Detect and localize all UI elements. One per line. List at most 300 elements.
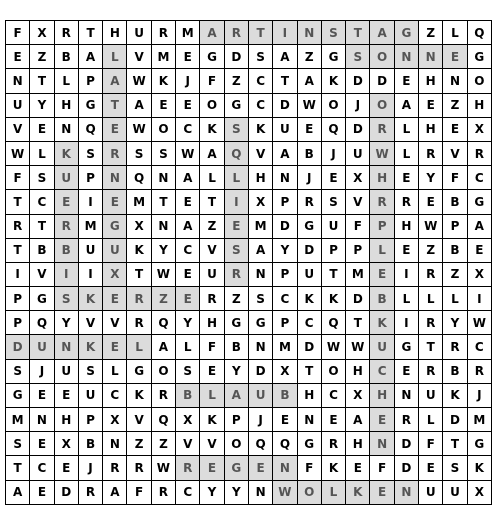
grid-cell[interactable]: O [370,93,394,117]
grid-cell[interactable]: X [346,383,370,407]
grid-cell[interactable]: E [443,45,467,69]
grid-cell[interactable]: T [103,93,127,117]
grid-cell[interactable]: E [370,480,394,504]
grid-cell[interactable]: C [321,383,345,407]
grid-cell[interactable]: R [297,190,321,214]
grid-cell[interactable]: P [6,287,30,311]
grid-cell[interactable]: Q [78,117,102,141]
grid-cell[interactable]: T [6,456,30,480]
grid-cell[interactable]: S [248,45,272,69]
grid-cell[interactable]: Y [176,311,200,335]
grid-cell[interactable]: K [346,480,370,504]
grid-cell[interactable]: E [30,480,54,504]
grid-cell[interactable]: C [30,190,54,214]
grid-cell[interactable]: H [419,117,443,141]
grid-cell[interactable]: O [151,359,175,383]
grid-cell[interactable]: G [78,93,102,117]
grid-cell[interactable]: E [467,238,491,262]
grid-cell[interactable]: R [394,408,418,432]
grid-cell[interactable]: W [127,69,151,93]
grid-cell[interactable]: N [394,383,418,407]
grid-cell[interactable]: E [54,456,78,480]
grid-cell[interactable]: W [370,141,394,165]
grid-cell[interactable]: E [248,456,272,480]
grid-cell[interactable]: L [224,166,248,190]
grid-cell[interactable]: Z [200,214,224,238]
grid-cell[interactable]: K [151,69,175,93]
grid-cell[interactable]: G [103,214,127,238]
grid-cell[interactable]: G [467,45,491,69]
grid-cell[interactable]: U [30,335,54,359]
grid-cell[interactable]: S [151,141,175,165]
grid-cell[interactable]: R [321,432,345,456]
grid-cell[interactable]: R [224,262,248,286]
grid-cell[interactable]: L [321,480,345,504]
grid-cell[interactable]: B [78,432,102,456]
grid-cell[interactable]: L [419,408,443,432]
grid-cell[interactable]: E [346,456,370,480]
grid-cell[interactable]: R [419,141,443,165]
grid-cell[interactable]: K [248,117,272,141]
grid-cell[interactable]: R [127,311,151,335]
grid-cell[interactable]: E [443,117,467,141]
grid-cell[interactable]: O [224,432,248,456]
grid-cell[interactable]: N [273,166,297,190]
grid-cell[interactable]: N [248,335,272,359]
grid-cell[interactable]: S [78,359,102,383]
grid-cell[interactable]: W [273,480,297,504]
grid-cell[interactable]: M [467,408,491,432]
grid-cell[interactable]: Y [200,480,224,504]
grid-cell[interactable]: L [200,166,224,190]
grid-cell[interactable]: O [321,359,345,383]
grid-cell[interactable]: Q [151,408,175,432]
grid-cell[interactable]: R [127,287,151,311]
grid-cell[interactable]: C [467,335,491,359]
grid-cell[interactable]: T [30,214,54,238]
grid-cell[interactable]: I [467,287,491,311]
grid-cell[interactable]: P [78,69,102,93]
grid-cell[interactable]: R [419,359,443,383]
grid-cell[interactable]: R [370,190,394,214]
grid-cell[interactable]: H [200,311,224,335]
grid-cell[interactable]: G [297,214,321,238]
grid-cell[interactable]: J [467,383,491,407]
grid-cell[interactable]: Y [151,238,175,262]
grid-cell[interactable]: T [321,262,345,286]
grid-cell[interactable]: X [54,432,78,456]
grid-cell[interactable]: F [443,166,467,190]
grid-cell[interactable]: S [224,238,248,262]
grid-cell[interactable]: N [370,432,394,456]
grid-cell[interactable]: R [54,214,78,238]
grid-cell[interactable]: R [467,141,491,165]
grid-cell[interactable]: L [419,287,443,311]
grid-cell[interactable]: Q [151,311,175,335]
grid-cell[interactable]: B [273,383,297,407]
grid-cell[interactable]: M [176,21,200,45]
grid-cell[interactable]: X [103,262,127,286]
grid-cell[interactable]: N [394,480,418,504]
grid-cell[interactable]: T [273,69,297,93]
grid-cell[interactable]: S [321,21,345,45]
grid-cell[interactable]: E [103,287,127,311]
grid-cell[interactable]: E [151,93,175,117]
grid-cell[interactable]: C [176,238,200,262]
grid-cell[interactable]: J [30,359,54,383]
grid-cell[interactable]: R [443,335,467,359]
grid-cell[interactable]: I [394,311,418,335]
grid-cell[interactable]: U [419,480,443,504]
grid-cell[interactable]: E [419,93,443,117]
grid-cell[interactable]: E [176,287,200,311]
grid-cell[interactable]: L [103,359,127,383]
grid-cell[interactable]: E [176,262,200,286]
grid-cell[interactable]: G [321,45,345,69]
grid-cell[interactable]: Q [321,117,345,141]
grid-cell[interactable]: N [443,69,467,93]
grid-cell[interactable]: R [103,456,127,480]
grid-cell[interactable]: C [297,311,321,335]
grid-cell[interactable]: G [297,432,321,456]
grid-cell[interactable]: S [224,117,248,141]
grid-cell[interactable]: P [78,166,102,190]
grid-cell[interactable]: C [176,480,200,504]
grid-cell[interactable]: T [6,238,30,262]
grid-cell[interactable]: P [78,408,102,432]
grid-cell[interactable]: E [54,383,78,407]
grid-cell[interactable]: P [370,214,394,238]
grid-cell[interactable]: N [6,69,30,93]
grid-cell[interactable]: S [54,287,78,311]
grid-cell[interactable]: E [394,238,418,262]
grid-cell[interactable]: T [346,21,370,45]
grid-cell[interactable]: E [54,190,78,214]
grid-cell[interactable]: B [176,383,200,407]
grid-cell[interactable]: W [297,93,321,117]
grid-cell[interactable]: A [200,141,224,165]
grid-cell[interactable]: A [200,21,224,45]
grid-cell[interactable]: J [78,456,102,480]
grid-cell[interactable]: S [248,287,272,311]
grid-cell[interactable]: U [443,480,467,504]
grid-cell[interactable]: G [224,93,248,117]
grid-cell[interactable]: R [151,480,175,504]
grid-cell[interactable]: C [467,166,491,190]
grid-cell[interactable]: K [127,238,151,262]
grid-cell[interactable]: A [467,214,491,238]
grid-cell[interactable]: T [248,21,272,45]
grid-cell[interactable]: Y [224,359,248,383]
grid-cell[interactable]: F [6,166,30,190]
grid-cell[interactable]: K [54,141,78,165]
grid-cell[interactable]: G [200,45,224,69]
grid-cell[interactable]: N [394,45,418,69]
grid-cell[interactable]: Z [297,45,321,69]
grid-cell[interactable]: G [467,432,491,456]
grid-cell[interactable]: H [346,432,370,456]
grid-cell[interactable]: J [176,69,200,93]
grid-cell[interactable]: M [78,214,102,238]
grid-cell[interactable]: R [127,456,151,480]
grid-cell[interactable]: E [321,166,345,190]
grid-cell[interactable]: W [151,262,175,286]
grid-cell[interactable]: U [346,141,370,165]
grid-cell[interactable]: A [370,21,394,45]
grid-cell[interactable]: G [127,359,151,383]
grid-cell[interactable]: R [54,21,78,45]
grid-cell[interactable]: H [467,93,491,117]
grid-cell[interactable]: V [176,432,200,456]
grid-cell[interactable]: C [103,383,127,407]
grid-cell[interactable]: G [248,311,272,335]
grid-cell[interactable]: A [78,45,102,69]
grid-cell[interactable]: F [127,480,151,504]
grid-cell[interactable]: N [103,166,127,190]
grid-cell[interactable]: X [127,214,151,238]
grid-cell[interactable]: U [78,238,102,262]
grid-cell[interactable]: V [6,117,30,141]
grid-cell[interactable]: E [273,408,297,432]
grid-cell[interactable]: K [443,383,467,407]
grid-cell[interactable]: X [467,480,491,504]
grid-cell[interactable]: E [6,45,30,69]
grid-cell[interactable]: T [30,69,54,93]
grid-cell[interactable]: E [103,335,127,359]
grid-cell[interactable]: O [467,69,491,93]
grid-cell[interactable]: E [176,93,200,117]
grid-cell[interactable]: E [200,359,224,383]
grid-cell[interactable]: W [151,456,175,480]
grid-cell[interactable]: K [78,287,102,311]
grid-cell[interactable]: E [224,214,248,238]
grid-cell[interactable]: V [127,45,151,69]
grid-cell[interactable]: I [394,262,418,286]
grid-cell[interactable]: K [200,117,224,141]
grid-cell[interactable]: Y [30,93,54,117]
grid-cell[interactable]: B [443,238,467,262]
grid-cell[interactable]: R [176,456,200,480]
grid-cell[interactable]: Z [419,21,443,45]
grid-cell[interactable]: N [419,45,443,69]
grid-cell[interactable]: C [370,359,394,383]
grid-cell[interactable]: F [200,335,224,359]
grid-cell[interactable]: T [6,190,30,214]
grid-cell[interactable]: L [103,45,127,69]
grid-cell[interactable]: O [370,45,394,69]
grid-cell[interactable]: R [370,117,394,141]
grid-cell[interactable]: E [419,456,443,480]
grid-cell[interactable]: K [370,311,394,335]
grid-cell[interactable]: X [30,21,54,45]
grid-cell[interactable]: Q [321,311,345,335]
grid-cell[interactable]: V [248,141,272,165]
grid-cell[interactable]: S [346,45,370,69]
grid-cell[interactable]: P [273,262,297,286]
grid-cell[interactable]: N [248,262,272,286]
grid-cell[interactable]: D [297,335,321,359]
grid-cell[interactable]: S [6,359,30,383]
grid-cell[interactable]: M [127,190,151,214]
grid-cell[interactable]: G [224,311,248,335]
grid-cell[interactable]: E [394,69,418,93]
grid-cell[interactable]: G [30,287,54,311]
grid-cell[interactable]: S [127,141,151,165]
grid-cell[interactable]: U [54,166,78,190]
grid-cell[interactable]: Z [443,262,467,286]
grid-cell[interactable]: B [370,287,394,311]
grid-cell[interactable]: S [321,190,345,214]
grid-cell[interactable]: B [54,238,78,262]
grid-cell[interactable]: W [419,214,443,238]
grid-cell[interactable]: C [248,69,272,93]
grid-cell[interactable]: U [103,238,127,262]
grid-cell[interactable]: N [54,117,78,141]
grid-cell[interactable]: N [273,456,297,480]
grid-cell[interactable]: P [346,238,370,262]
grid-cell[interactable]: U [78,383,102,407]
grid-cell[interactable]: Y [419,166,443,190]
grid-cell[interactable]: E [176,45,200,69]
grid-cell[interactable]: G [6,383,30,407]
grid-cell[interactable]: Y [273,238,297,262]
grid-cell[interactable]: K [200,408,224,432]
grid-cell[interactable]: U [370,335,394,359]
grid-cell[interactable]: H [419,69,443,93]
grid-cell[interactable]: P [273,311,297,335]
grid-cell[interactable]: E [30,117,54,141]
grid-cell[interactable]: B [443,190,467,214]
grid-cell[interactable]: I [6,262,30,286]
grid-cell[interactable]: Q [224,141,248,165]
grid-cell[interactable]: S [30,166,54,190]
grid-cell[interactable]: D [248,359,272,383]
grid-cell[interactable]: E [321,408,345,432]
grid-cell[interactable]: H [54,93,78,117]
grid-cell[interactable]: X [273,359,297,383]
grid-cell[interactable]: E [176,190,200,214]
grid-cell[interactable]: Q [30,311,54,335]
grid-cell[interactable]: R [151,21,175,45]
grid-cell[interactable]: T [297,359,321,383]
grid-cell[interactable]: H [370,383,394,407]
grid-cell[interactable]: L [370,238,394,262]
grid-cell[interactable]: I [273,21,297,45]
grid-cell[interactable]: Z [127,432,151,456]
grid-cell[interactable]: D [394,432,418,456]
grid-cell[interactable]: P [443,214,467,238]
grid-cell[interactable]: U [127,21,151,45]
grid-cell[interactable]: P [6,311,30,335]
grid-cell[interactable]: Z [224,287,248,311]
grid-cell[interactable]: L [200,383,224,407]
grid-cell[interactable]: G [467,190,491,214]
grid-cell[interactable]: H [103,21,127,45]
grid-cell[interactable]: R [419,262,443,286]
grid-cell[interactable]: T [443,432,467,456]
grid-cell[interactable]: K [78,335,102,359]
grid-cell[interactable]: A [127,93,151,117]
grid-cell[interactable]: P [321,238,345,262]
grid-cell[interactable]: S [176,359,200,383]
grid-cell[interactable]: D [297,238,321,262]
grid-cell[interactable]: N [54,335,78,359]
grid-cell[interactable]: L [54,69,78,93]
grid-cell[interactable]: J [321,141,345,165]
grid-cell[interactable]: Z [443,93,467,117]
grid-cell[interactable]: F [346,214,370,238]
grid-cell[interactable]: M [346,262,370,286]
grid-cell[interactable]: V [103,311,127,335]
grid-cell[interactable]: E [394,359,418,383]
grid-cell[interactable]: X [346,166,370,190]
grid-cell[interactable]: U [273,117,297,141]
grid-cell[interactable]: X [176,408,200,432]
grid-cell[interactable]: A [248,238,272,262]
grid-cell[interactable]: Q [273,432,297,456]
grid-cell[interactable]: D [224,45,248,69]
grid-cell[interactable]: Z [151,287,175,311]
grid-cell[interactable]: W [176,141,200,165]
grid-cell[interactable]: J [248,408,272,432]
grid-cell[interactable]: A [273,45,297,69]
grid-cell[interactable]: D [443,408,467,432]
grid-cell[interactable]: E [30,383,54,407]
grid-cell[interactable]: K [127,383,151,407]
grid-cell[interactable]: W [127,117,151,141]
grid-cell[interactable]: L [30,141,54,165]
grid-cell[interactable]: G [394,21,418,45]
grid-cell[interactable]: G [224,456,248,480]
grid-cell[interactable]: K [321,287,345,311]
grid-cell[interactable]: X [103,408,127,432]
grid-cell[interactable]: A [176,166,200,190]
grid-cell[interactable]: G [394,335,418,359]
grid-cell[interactable]: C [30,456,54,480]
grid-cell[interactable]: R [6,214,30,238]
grid-cell[interactable]: A [394,93,418,117]
grid-cell[interactable]: R [78,480,102,504]
grid-cell[interactable]: H [394,214,418,238]
grid-cell[interactable]: P [224,408,248,432]
grid-cell[interactable]: R [151,383,175,407]
grid-cell[interactable]: R [419,311,443,335]
grid-cell[interactable]: K [467,456,491,480]
grid-cell[interactable]: M [248,214,272,238]
grid-cell[interactable]: H [370,166,394,190]
grid-cell[interactable]: D [370,69,394,93]
grid-cell[interactable]: L [394,117,418,141]
grid-cell[interactable]: H [248,166,272,190]
grid-cell[interactable]: H [54,408,78,432]
grid-cell[interactable]: R [103,141,127,165]
grid-cell[interactable]: T [127,262,151,286]
grid-cell[interactable]: B [224,335,248,359]
grid-cell[interactable]: C [248,93,272,117]
grid-cell[interactable]: V [200,432,224,456]
grid-cell[interactable]: Y [443,311,467,335]
grid-cell[interactable]: D [394,456,418,480]
grid-cell[interactable]: A [273,141,297,165]
grid-cell[interactable]: U [6,93,30,117]
grid-cell[interactable]: B [54,45,78,69]
grid-cell[interactable]: N [103,432,127,456]
grid-cell[interactable]: H [346,359,370,383]
grid-cell[interactable]: V [443,141,467,165]
grid-cell[interactable]: E [370,262,394,286]
grid-cell[interactable]: W [321,335,345,359]
grid-cell[interactable]: U [200,262,224,286]
